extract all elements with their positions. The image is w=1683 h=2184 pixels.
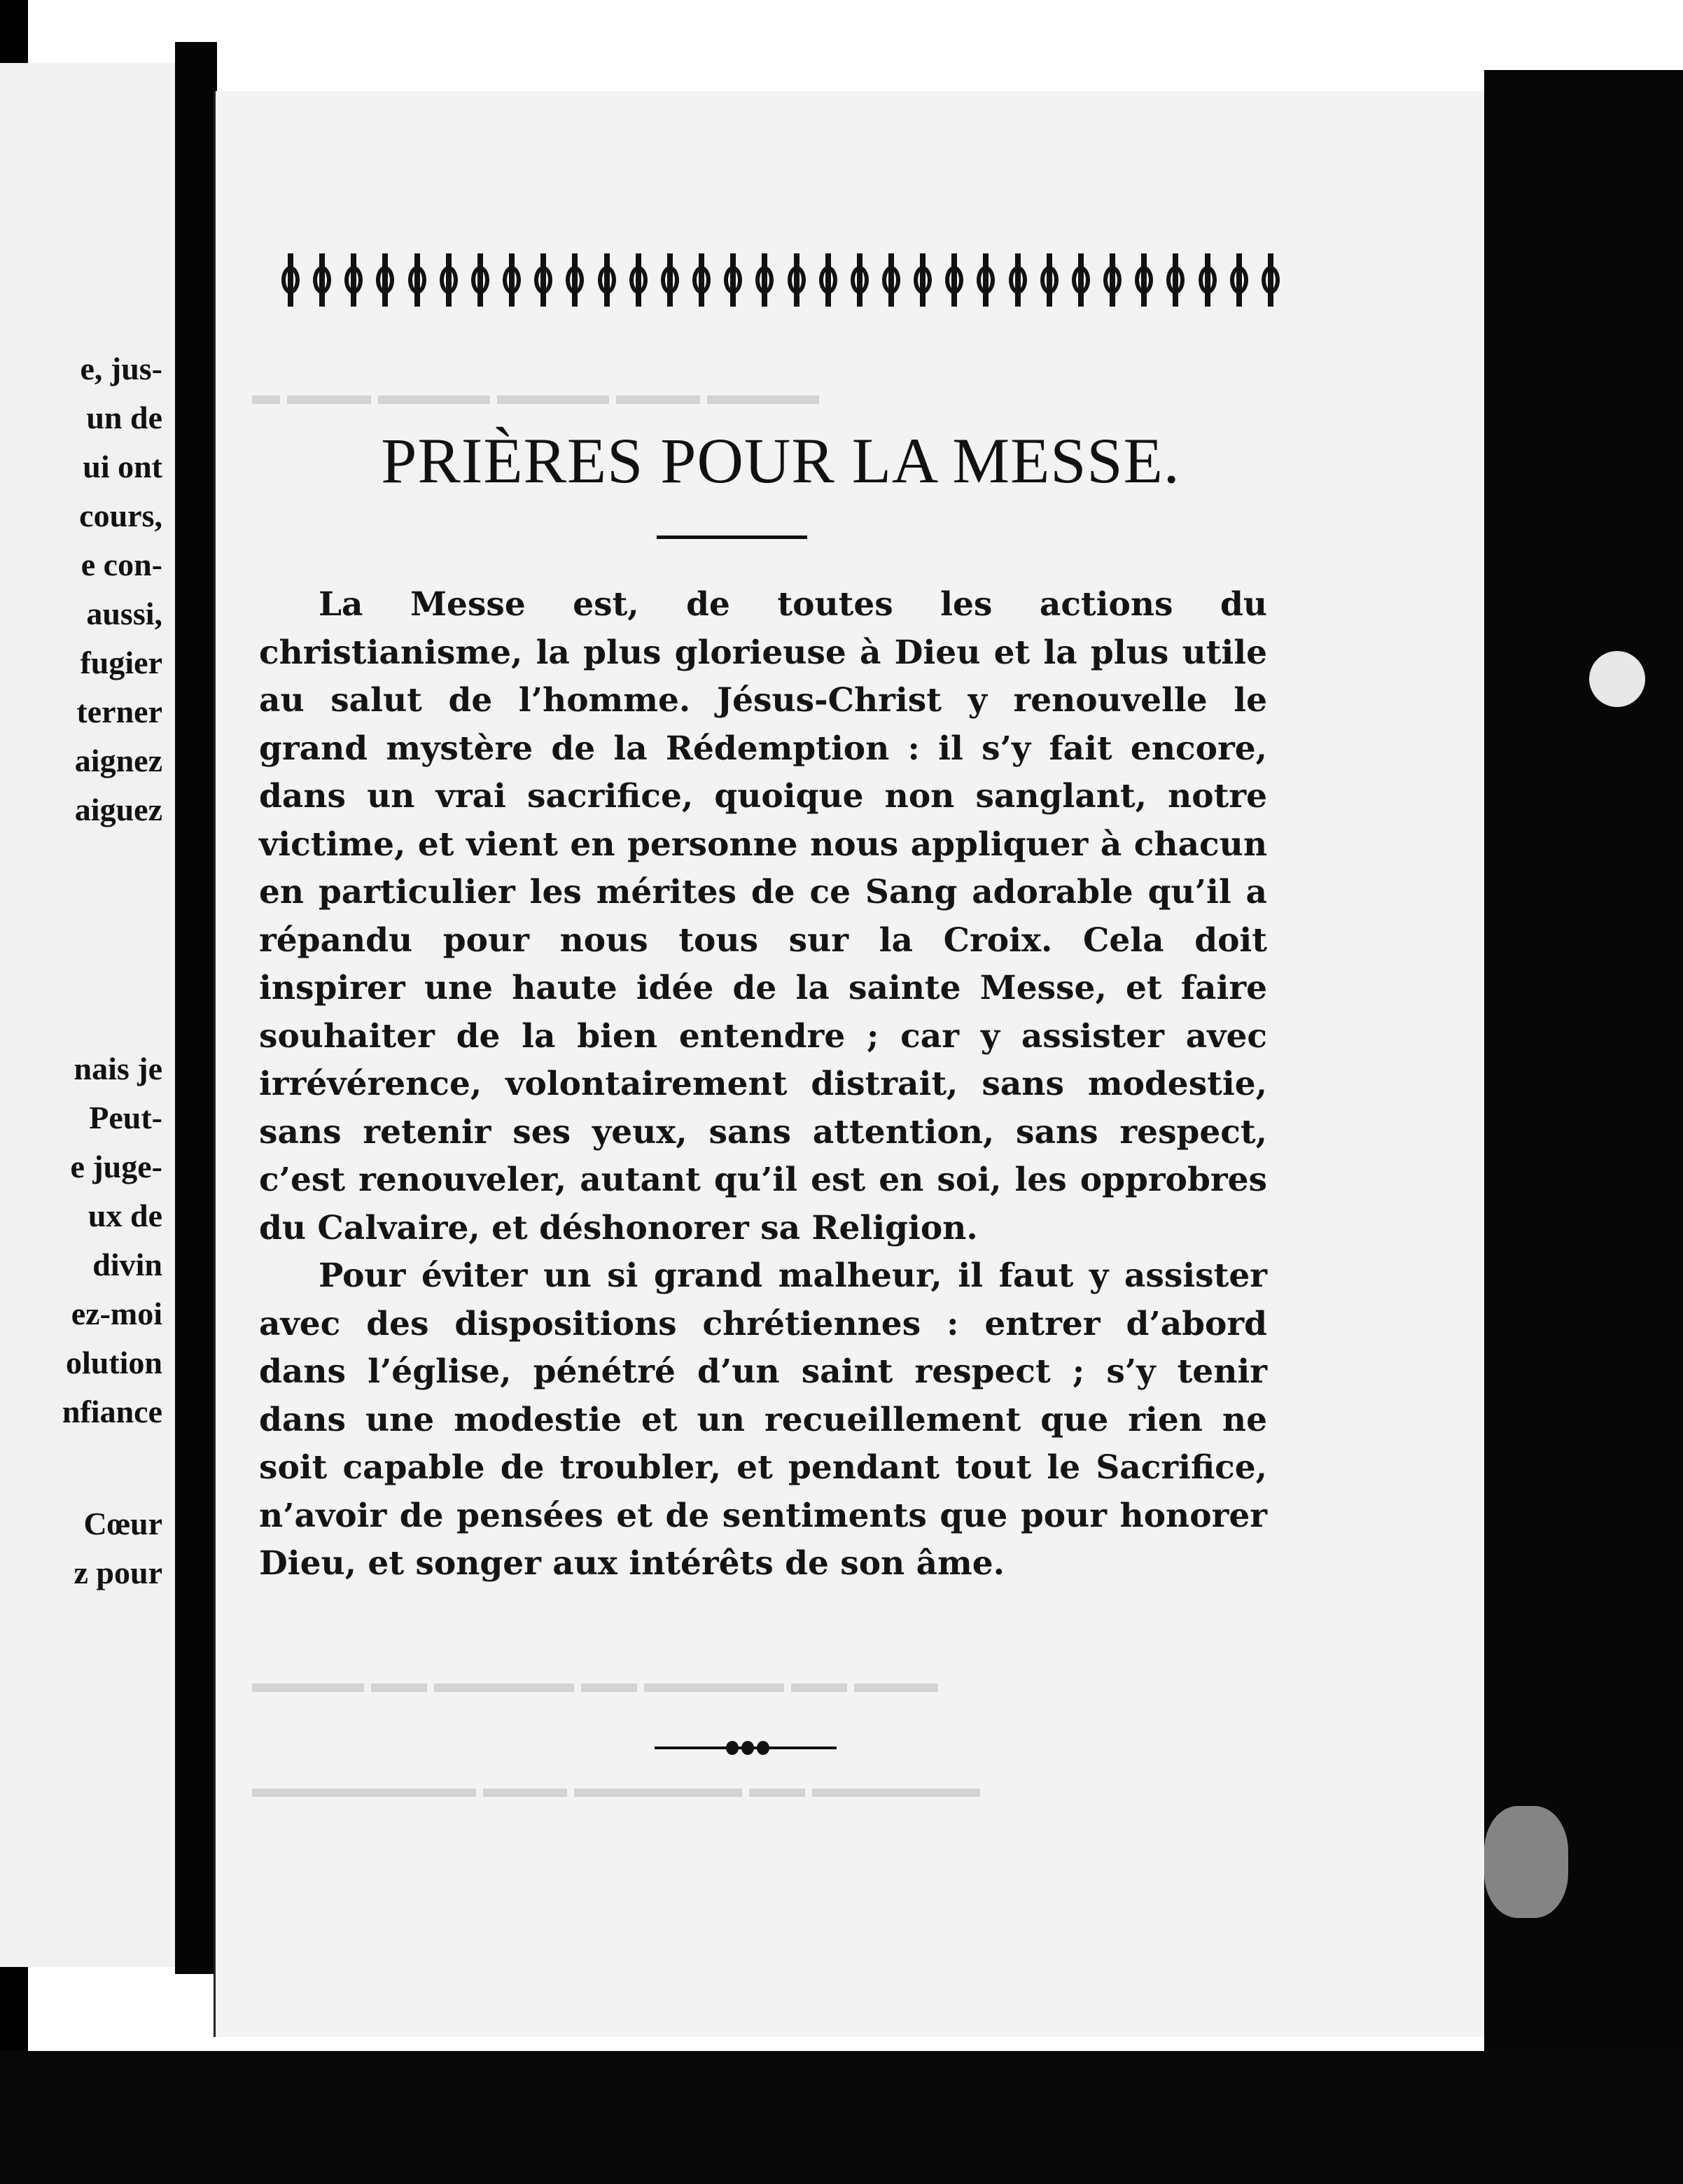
bleed-through-text: ▬ ▬▬▬ ▬▬▬▬ ▬▬▬▬ ▬▬▬ ▬▬▬▬ <box>252 379 819 410</box>
scan-artifact <box>1484 1806 1568 1918</box>
right-page-edge <box>1484 70 1683 2184</box>
end-ornament-dot <box>726 1741 739 1755</box>
paragraph-2: Pour éviter un si grand malheur, il faut y assister avec des dispositions chrétiennes : entrer d’abord dans l’église, pénétré d’un saint respect ; s’y tenir dans une modestie et un recueillement que rien ne soit capable de troubler, et pendant tout le Sacrifice, n’avoir de pensées et de sentiments que pour honorer Dieu, et songer aux intérêts de son âme. <box>259 1256 1267 1583</box>
fleuron-ornament <box>1260 253 1281 307</box>
fleuron-ornament <box>312 253 333 307</box>
adjacent-left-page <box>0 63 178 1967</box>
fleuron-ornament <box>1165 253 1186 307</box>
left-page-line: nfiance <box>62 1394 162 1429</box>
left-page-line: e juge- <box>70 1149 162 1184</box>
top-margin <box>0 0 1683 42</box>
left-page-line: terner <box>76 694 162 729</box>
fleuron-ornament <box>438 253 459 307</box>
left-page-line: ez-moi <box>71 1296 162 1331</box>
fleuron-ornament <box>754 253 775 307</box>
bottom-margin <box>0 2051 1683 2184</box>
fleuron-ornament <box>407 253 428 307</box>
book-gutter <box>175 42 217 1974</box>
left-page-line: cours, <box>79 498 162 533</box>
fleuron-ornament <box>849 253 870 307</box>
end-ornament-dot <box>757 1741 769 1755</box>
left-page-line: e, jus- <box>80 351 162 386</box>
fleuron-ornament <box>1039 253 1060 307</box>
fleuron-ornament <box>691 253 712 307</box>
left-page-line: Peut- <box>89 1100 162 1135</box>
fleuron-ornament <box>375 253 396 307</box>
fleuron-ornament <box>564 253 585 307</box>
left-page-line: olution <box>65 1345 162 1380</box>
fleuron-ornament <box>786 253 807 307</box>
fleuron-ornament <box>1229 253 1250 307</box>
fleuron-ornament <box>1007 253 1028 307</box>
end-ornament-dot <box>741 1741 754 1755</box>
left-page-line: nais je <box>74 1051 162 1086</box>
left-page-line: e con- <box>81 547 162 582</box>
fleuron-ornament <box>912 253 933 307</box>
left-page-line: ui ont <box>83 449 162 484</box>
fleuron-ornament <box>881 253 902 307</box>
left-page-line: fugier <box>80 645 162 680</box>
bleed-through-text: ▬▬▬▬▬▬▬▬ ▬▬▬ ▬▬▬▬▬▬ ▬▬ ▬▬▬▬▬▬ <box>252 1772 980 1803</box>
left-page-line: aiguez <box>74 792 162 827</box>
fleuron-ornament <box>1197 253 1218 307</box>
paragraph-1: La Messe est, de toutes les actions du christianisme, la plus glorieuse à Dieu et la plus utile au salut de l’homme. Jésus-Christ y renouvelle le grand mystère de la Rédemption : il s’y fait encore, dans un vrai sacrifice, quoique non sanglant, notre victime, et vient en personne nous appliquer à chacun en particulier les mérites de ce Sang adorable qu’il a répandu pour nous tous sur la Croix. Cela doit inspirer une haute idée de la sainte Messe, et faire souhaiter de la bien entendre ; car y assister avec irrévérence, volontairement distrait, sans modestie, sans retenir ses yeux, sans attention, sans respect, c’est renouveler, autant qu’il est en soi, les opprobres du Calvaire, et déshonorer sa Religion. <box>259 585 1267 1247</box>
fleuron-ornament <box>818 253 839 307</box>
scan-artifact <box>1589 651 1645 707</box>
fleuron-ornament <box>1133 253 1154 307</box>
fleuron-ornament <box>501 253 522 307</box>
left-page-line: aignez <box>74 743 162 778</box>
fleuron-ornament <box>722 253 743 307</box>
fleuron-ornament <box>533 253 554 307</box>
end-ornament <box>655 1740 837 1756</box>
bleed-through-text: ▬▬▬▬ ▬▬ ▬▬▬▬▬ ▬▬ ▬▬▬▬▬ ▬▬ ▬▬▬ <box>252 1667 938 1698</box>
header-ornament-band <box>280 252 1281 308</box>
fleuron-ornament <box>470 253 491 307</box>
fleuron-ornament <box>343 253 364 307</box>
left-page-line: un de <box>86 400 162 435</box>
fleuron-ornament <box>1070 253 1091 307</box>
fleuron-ornament <box>596 253 617 307</box>
left-page-line: ux de <box>88 1198 162 1233</box>
left-page-line: divin <box>92 1247 162 1282</box>
fleuron-ornament <box>944 253 965 307</box>
prayer-body <box>259 581 1267 1588</box>
fleuron-ornament <box>628 253 649 307</box>
fleuron-ornament <box>659 253 680 307</box>
left-page-line: z pour <box>74 1555 162 1590</box>
title-underline <box>657 536 807 539</box>
fleuron-ornament <box>975 253 996 307</box>
left-page-line: aussi, <box>86 596 162 631</box>
page-title: PRIÈRES POUR LA MESSE. <box>381 425 1180 496</box>
left-page-line: Cœur <box>83 1506 162 1541</box>
fleuron-ornament <box>280 253 301 307</box>
fleuron-ornament <box>1102 253 1123 307</box>
